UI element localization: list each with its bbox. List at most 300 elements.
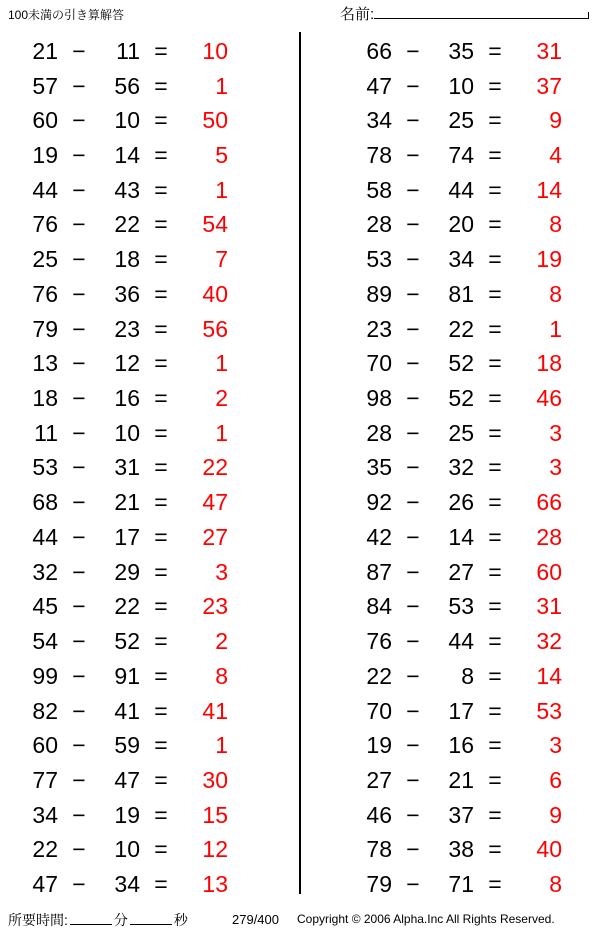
equals-sign: = — [488, 766, 502, 793]
minus-sign: − — [406, 419, 420, 446]
problem-row — [18, 867, 292, 902]
subtrahend: 23 — [114, 315, 140, 342]
equals-sign: = — [154, 801, 168, 828]
answer-value: 40 — [202, 280, 228, 307]
equals-sign: = — [154, 280, 168, 307]
subtrahend: 8 — [461, 662, 474, 689]
minus-sign: − — [406, 732, 420, 759]
minutes-unit-label: 分 — [113, 912, 128, 928]
problem-row — [18, 34, 292, 69]
subtrahend: 36 — [114, 280, 140, 307]
minus-sign: − — [406, 107, 420, 134]
minus-sign: − — [406, 350, 420, 377]
minus-sign: − — [406, 662, 420, 689]
minuend: 57 — [32, 72, 58, 99]
minus-sign: − — [72, 107, 86, 134]
minuend: 70 — [366, 697, 392, 724]
minus-sign: − — [406, 836, 420, 863]
worksheet-header — [0, 0, 600, 30]
subtrahend: 37 — [448, 801, 474, 828]
equals-sign: = — [154, 37, 168, 64]
subtrahend: 52 — [448, 385, 474, 412]
subtrahend: 44 — [448, 176, 474, 203]
answer-value: 3 — [215, 558, 228, 585]
name-input-line[interactable] — [374, 3, 589, 19]
minus-sign: − — [406, 558, 420, 585]
subtrahend: 35 — [448, 37, 474, 64]
minus-sign: − — [406, 315, 420, 342]
subtrahend: 10 — [114, 107, 140, 134]
answer-value: 32 — [536, 628, 562, 655]
equals-sign: = — [154, 176, 168, 203]
problem-row — [352, 34, 600, 69]
equals-sign: = — [488, 37, 502, 64]
equals-sign: = — [488, 315, 502, 342]
elapsed-time-label: 所要時間: — [8, 912, 68, 928]
minuend: 92 — [366, 489, 392, 516]
minus-sign: − — [72, 211, 86, 238]
subtrahend: 31 — [114, 454, 140, 481]
subtrahend: 91 — [114, 662, 140, 689]
subtrahend: 21 — [114, 489, 140, 516]
minuend: 28 — [366, 211, 392, 238]
answer-value: 14 — [536, 176, 562, 203]
equals-sign: = — [154, 142, 168, 169]
answer-value: 41 — [202, 697, 228, 724]
subtrahend: 16 — [448, 732, 474, 759]
subtrahend: 12 — [114, 350, 140, 377]
answer-value: 2 — [215, 628, 228, 655]
equals-sign: = — [488, 558, 502, 585]
problem-row — [18, 798, 292, 833]
answer-value: 3 — [549, 732, 562, 759]
minutes-input-line[interactable] — [70, 910, 112, 925]
divider-line — [299, 32, 301, 894]
problem-row — [18, 451, 292, 486]
minus-sign: − — [72, 385, 86, 412]
minuend: 68 — [32, 489, 58, 516]
equals-sign: = — [154, 454, 168, 481]
equals-sign: = — [154, 523, 168, 550]
minus-sign: − — [406, 176, 420, 203]
answer-value: 15 — [202, 801, 228, 828]
minuend: 21 — [32, 37, 58, 64]
equals-sign: = — [154, 697, 168, 724]
problem-row — [352, 833, 600, 868]
minuend: 45 — [32, 593, 58, 620]
problem-row — [352, 103, 600, 138]
minuend: 42 — [366, 523, 392, 550]
answer-value: 1 — [215, 732, 228, 759]
problem-row — [18, 728, 292, 763]
subtrahend: 38 — [448, 836, 474, 863]
answer-value: 1 — [215, 419, 228, 446]
name-field-block — [340, 3, 589, 24]
equals-sign: = — [154, 107, 168, 134]
minuend: 60 — [32, 107, 58, 134]
minuend: 28 — [366, 419, 392, 446]
problem-row — [352, 763, 600, 798]
problem-row — [352, 381, 600, 416]
answer-value: 28 — [536, 523, 562, 550]
subtrahend: 17 — [114, 523, 140, 550]
minuend: 77 — [32, 766, 58, 793]
subtrahend: 10 — [114, 836, 140, 863]
problem-row — [352, 520, 600, 555]
minuend: 19 — [32, 142, 58, 169]
problem-row — [352, 659, 600, 694]
answer-value: 3 — [549, 419, 562, 446]
subtrahend: 34 — [448, 246, 474, 273]
minuend: 53 — [366, 246, 392, 273]
subtrahend: 56 — [114, 72, 140, 99]
minuend: 23 — [366, 315, 392, 342]
subtrahend: 22 — [114, 211, 140, 238]
problem-row — [352, 485, 600, 520]
subtrahend: 53 — [448, 593, 474, 620]
minus-sign: − — [72, 558, 86, 585]
minus-sign: − — [406, 142, 420, 169]
minuend: 19 — [366, 732, 392, 759]
minuend: 47 — [32, 871, 58, 898]
minus-sign: − — [72, 315, 86, 342]
minuend: 53 — [32, 454, 58, 481]
problem-row — [352, 312, 600, 347]
minuend: 78 — [366, 836, 392, 863]
answer-value: 66 — [536, 489, 562, 516]
minuend: 76 — [32, 211, 58, 238]
answer-value: 2 — [215, 385, 228, 412]
subtrahend: 22 — [448, 315, 474, 342]
problem-row — [352, 277, 600, 312]
copyright-text: Copyright © 2006 Alpha.Inc All Rights Reserved. — [297, 912, 555, 926]
problem-row — [352, 69, 600, 104]
answer-value: 4 — [549, 142, 562, 169]
problem-row — [352, 451, 600, 486]
problem-row — [352, 242, 600, 277]
answer-value: 18 — [536, 350, 562, 377]
subtrahend: 27 — [448, 558, 474, 585]
equals-sign: = — [154, 766, 168, 793]
minus-sign: − — [72, 246, 86, 273]
equals-sign: = — [488, 697, 502, 724]
equals-sign: = — [488, 662, 502, 689]
subtrahend: 71 — [448, 871, 474, 898]
equals-sign: = — [488, 72, 502, 99]
subtrahend: 10 — [114, 419, 140, 446]
answer-value: 1 — [215, 350, 228, 377]
worksheet-footer — [0, 908, 600, 934]
equals-sign: = — [488, 871, 502, 898]
problem-row — [352, 173, 600, 208]
problem-row — [18, 416, 292, 451]
answer-value: 40 — [536, 836, 562, 863]
minuend: 89 — [366, 280, 392, 307]
equals-sign: = — [154, 211, 168, 238]
answer-value: 9 — [549, 801, 562, 828]
minuend: 87 — [366, 558, 392, 585]
problem-row — [352, 624, 600, 659]
problem-row — [18, 833, 292, 868]
equals-sign: = — [488, 836, 502, 863]
answer-value: 60 — [536, 558, 562, 585]
minuend: 98 — [366, 385, 392, 412]
answer-value: 8 — [549, 871, 562, 898]
minuend: 58 — [366, 176, 392, 203]
problem-row — [18, 173, 292, 208]
minuend: 76 — [32, 280, 58, 307]
minus-sign: − — [406, 385, 420, 412]
equals-sign: = — [488, 628, 502, 655]
subtrahend: 11 — [116, 37, 140, 64]
minus-sign: − — [406, 523, 420, 550]
problem-columns — [0, 30, 600, 902]
minus-sign: − — [72, 280, 86, 307]
minus-sign: − — [72, 801, 86, 828]
equals-sign: = — [488, 454, 502, 481]
problem-column-right — [308, 30, 600, 902]
minus-sign: − — [72, 37, 86, 64]
equals-sign: = — [154, 246, 168, 273]
subtrahend: 52 — [448, 350, 474, 377]
minuend: 34 — [366, 107, 392, 134]
problem-column-left — [0, 30, 292, 902]
problem-row — [352, 798, 600, 833]
name-line-end-tick — [588, 12, 589, 19]
subtrahend: 16 — [114, 385, 140, 412]
minus-sign: − — [406, 246, 420, 273]
minus-sign: − — [406, 801, 420, 828]
problem-row — [18, 590, 292, 625]
equals-sign: = — [488, 732, 502, 759]
minuend: 54 — [32, 628, 58, 655]
equals-sign: = — [488, 280, 502, 307]
subtrahend: 14 — [114, 142, 140, 169]
answer-value: 8 — [549, 211, 562, 238]
equals-sign: = — [488, 489, 502, 516]
minuend: 82 — [32, 697, 58, 724]
minus-sign: − — [72, 836, 86, 863]
equals-sign: = — [488, 385, 502, 412]
seconds-input-line[interactable] — [130, 910, 172, 925]
minuend: 22 — [366, 662, 392, 689]
answer-value: 31 — [536, 37, 562, 64]
minus-sign: − — [406, 454, 420, 481]
subtrahend: 32 — [448, 454, 474, 481]
equals-sign: = — [488, 142, 502, 169]
minuend: 11 — [34, 419, 58, 446]
minuend: 18 — [32, 385, 58, 412]
answer-value: 1 — [549, 315, 562, 342]
equals-sign: = — [154, 419, 168, 446]
minus-sign: − — [72, 766, 86, 793]
problem-row — [18, 381, 292, 416]
problem-row — [352, 867, 600, 902]
equals-sign: = — [154, 871, 168, 898]
equals-sign: = — [488, 211, 502, 238]
equals-sign: = — [488, 523, 502, 550]
answer-value: 50 — [202, 107, 228, 134]
answer-value: 22 — [202, 454, 228, 481]
answer-value: 47 — [202, 489, 228, 516]
equals-sign: = — [488, 107, 502, 134]
equals-sign: = — [154, 489, 168, 516]
subtrahend: 44 — [448, 628, 474, 655]
subtrahend: 10 — [448, 72, 474, 99]
problem-row — [352, 728, 600, 763]
minuend: 13 — [32, 350, 58, 377]
answer-value: 31 — [536, 593, 562, 620]
equals-sign: = — [154, 558, 168, 585]
equals-sign: = — [488, 419, 502, 446]
subtrahend: 14 — [448, 523, 474, 550]
equals-sign: = — [154, 315, 168, 342]
page-number: 279/400 — [232, 912, 279, 927]
minus-sign: − — [406, 37, 420, 64]
minuend: 47 — [366, 72, 392, 99]
minuend: 44 — [32, 176, 58, 203]
problem-row — [18, 103, 292, 138]
answer-value: 13 — [202, 871, 228, 898]
answer-value: 1 — [215, 72, 228, 99]
answer-value: 37 — [536, 72, 562, 99]
problem-row — [18, 555, 292, 590]
answer-value: 9 — [549, 107, 562, 134]
problem-row — [18, 346, 292, 381]
minuend: 99 — [32, 662, 58, 689]
answer-value: 56 — [202, 315, 228, 342]
elapsed-time-block — [8, 910, 188, 930]
answer-value: 5 — [215, 142, 228, 169]
column-divider — [292, 30, 308, 902]
problem-row — [352, 208, 600, 243]
answer-value: 19 — [536, 246, 562, 273]
answer-value: 8 — [215, 662, 228, 689]
equals-sign: = — [154, 628, 168, 655]
minuend: 22 — [32, 836, 58, 863]
problem-row — [18, 485, 292, 520]
minuend: 46 — [366, 801, 392, 828]
minus-sign: − — [72, 142, 86, 169]
equals-sign: = — [154, 385, 168, 412]
minuend: 25 — [32, 246, 58, 273]
minuend: 34 — [32, 801, 58, 828]
minus-sign: − — [72, 662, 86, 689]
minus-sign: − — [406, 211, 420, 238]
minus-sign: − — [72, 871, 86, 898]
answer-value: 23 — [202, 593, 228, 620]
subtrahend: 25 — [448, 107, 474, 134]
subtrahend: 43 — [114, 176, 140, 203]
problem-row — [18, 277, 292, 312]
subtrahend: 17 — [448, 697, 474, 724]
equals-sign: = — [154, 350, 168, 377]
subtrahend: 41 — [114, 697, 140, 724]
minuend: 79 — [32, 315, 58, 342]
minuend: 60 — [32, 732, 58, 759]
subtrahend: 20 — [448, 211, 474, 238]
problem-row — [352, 416, 600, 451]
name-label: 名前: — [340, 6, 375, 23]
answer-value: 14 — [536, 662, 562, 689]
minus-sign: − — [406, 593, 420, 620]
answer-value: 12 — [202, 836, 228, 863]
subtrahend: 29 — [114, 558, 140, 585]
equals-sign: = — [154, 593, 168, 620]
answer-value: 53 — [536, 697, 562, 724]
subtrahend: 18 — [114, 246, 140, 273]
subtrahend: 19 — [114, 801, 140, 828]
equals-sign: = — [488, 801, 502, 828]
problem-row — [18, 242, 292, 277]
minus-sign: − — [72, 593, 86, 620]
subtrahend: 47 — [114, 766, 140, 793]
equals-sign: = — [488, 246, 502, 273]
minuend: 79 — [366, 871, 392, 898]
equals-sign: = — [154, 662, 168, 689]
subtrahend: 74 — [448, 142, 474, 169]
problem-row — [18, 520, 292, 555]
minuend: 35 — [366, 454, 392, 481]
subtrahend: 52 — [114, 628, 140, 655]
equals-sign: = — [488, 350, 502, 377]
problem-row — [352, 555, 600, 590]
answer-value: 6 — [549, 766, 562, 793]
problem-row — [18, 624, 292, 659]
minuend: 27 — [366, 766, 392, 793]
subtrahend: 26 — [448, 489, 474, 516]
minuend: 78 — [366, 142, 392, 169]
minus-sign: − — [406, 72, 420, 99]
problem-row — [18, 659, 292, 694]
page-title: 100未満の引き算解答 — [8, 8, 125, 22]
subtrahend: 22 — [114, 593, 140, 620]
problem-row — [352, 346, 600, 381]
minus-sign: − — [72, 72, 86, 99]
problem-row — [352, 138, 600, 173]
problem-row — [18, 69, 292, 104]
minuend: 44 — [32, 523, 58, 550]
subtrahend: 25 — [448, 419, 474, 446]
minus-sign: − — [72, 419, 86, 446]
minus-sign: − — [406, 871, 420, 898]
equals-sign: = — [154, 732, 168, 759]
answer-value: 1 — [215, 176, 228, 203]
answer-value: 8 — [549, 280, 562, 307]
minus-sign: − — [406, 766, 420, 793]
subtrahend: 34 — [114, 871, 140, 898]
minuend: 66 — [366, 37, 392, 64]
minus-sign: − — [72, 176, 86, 203]
minus-sign: − — [72, 350, 86, 377]
equals-sign: = — [488, 176, 502, 203]
minus-sign: − — [72, 454, 86, 481]
minus-sign: − — [72, 523, 86, 550]
answer-value: 30 — [202, 766, 228, 793]
minus-sign: − — [406, 280, 420, 307]
problem-row — [18, 312, 292, 347]
equals-sign: = — [154, 72, 168, 99]
answer-value: 7 — [215, 246, 228, 273]
problem-row — [352, 590, 600, 625]
answer-value: 54 — [202, 211, 228, 238]
problem-row — [352, 694, 600, 729]
subtrahend: 21 — [448, 766, 474, 793]
equals-sign: = — [154, 836, 168, 863]
minus-sign: − — [406, 697, 420, 724]
answer-value: 3 — [549, 454, 562, 481]
minus-sign: − — [72, 628, 86, 655]
